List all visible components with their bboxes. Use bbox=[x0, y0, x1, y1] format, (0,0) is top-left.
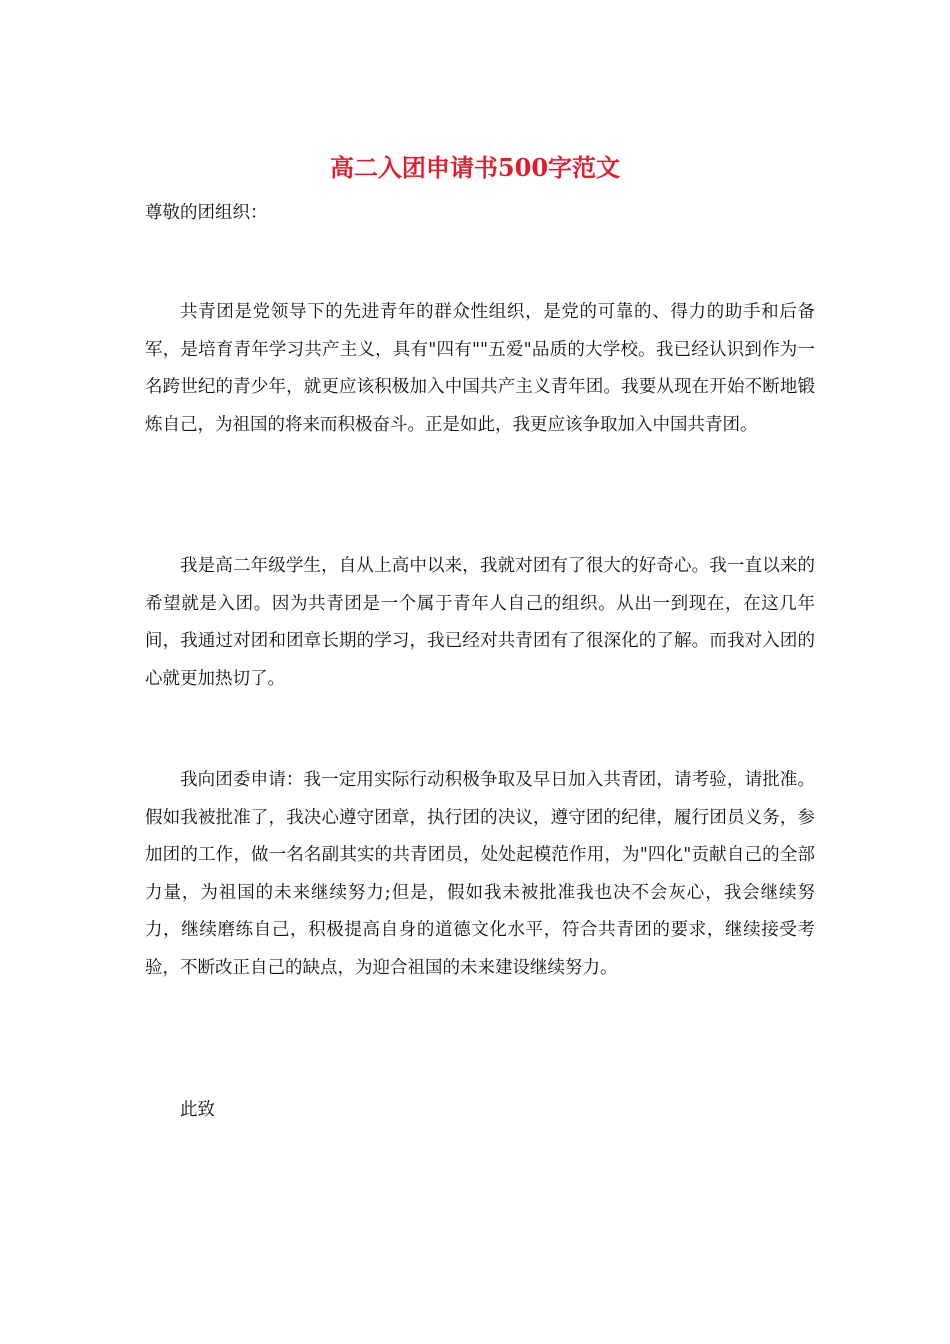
document-title: 高二入团申请书500字范文 bbox=[329, 153, 621, 182]
paragraph-3: 我向团委申请：我一定用实际行动积极争取及早日加入共青团，请考验，请批准。假如我被批准了，我决心遵守团章，执行团的决议，遵守团的纪律，履行团员义务，参加团的工作，做一名名副其实的共青团员，处处起模范作用，为"四化"贡献自己的全部力量，为祖国的未来继续努力;但是，假如我未被批准我也决不会灰心，我会继续努力，继续磨练自己，积极提高自身的道德文化水平，符合共青团的要求，继续接受考验，不断改正自己的缺点，为迎合祖国的未来建设继续努力。 bbox=[145, 770, 815, 978]
closing-text: 此致 bbox=[180, 1100, 215, 1120]
paragraph-1: 共青团是党领导下的先进青年的群众性组织，是党的可靠的、得力的助手和后备军，是培育青年学习共产主义，具有"四有""五爱"品质的大学校。我已经认识到作为一名跨世纪的青少年，就更应该积极加入中国共产主义青年团。我要从现在开始不断地锻炼自己，为祖国的将来而积极奋斗。正是如此，我更应该争取加入中国共青团。 bbox=[145, 302, 815, 435]
paragraph-2: 我是高二年级学生，自从上高中以来，我就对团有了很大的好奇心。我一直以来的希望就是入团。因为共青团是一个属于青年人自己的组织。从出一到现在，在这几年间，我通过对团和团章长期的学习，我已经对共青团有了很深化的了解。而我对入团的心就更加热切了。 bbox=[145, 556, 815, 689]
salutation: 尊敬的团组织： bbox=[145, 203, 268, 223]
